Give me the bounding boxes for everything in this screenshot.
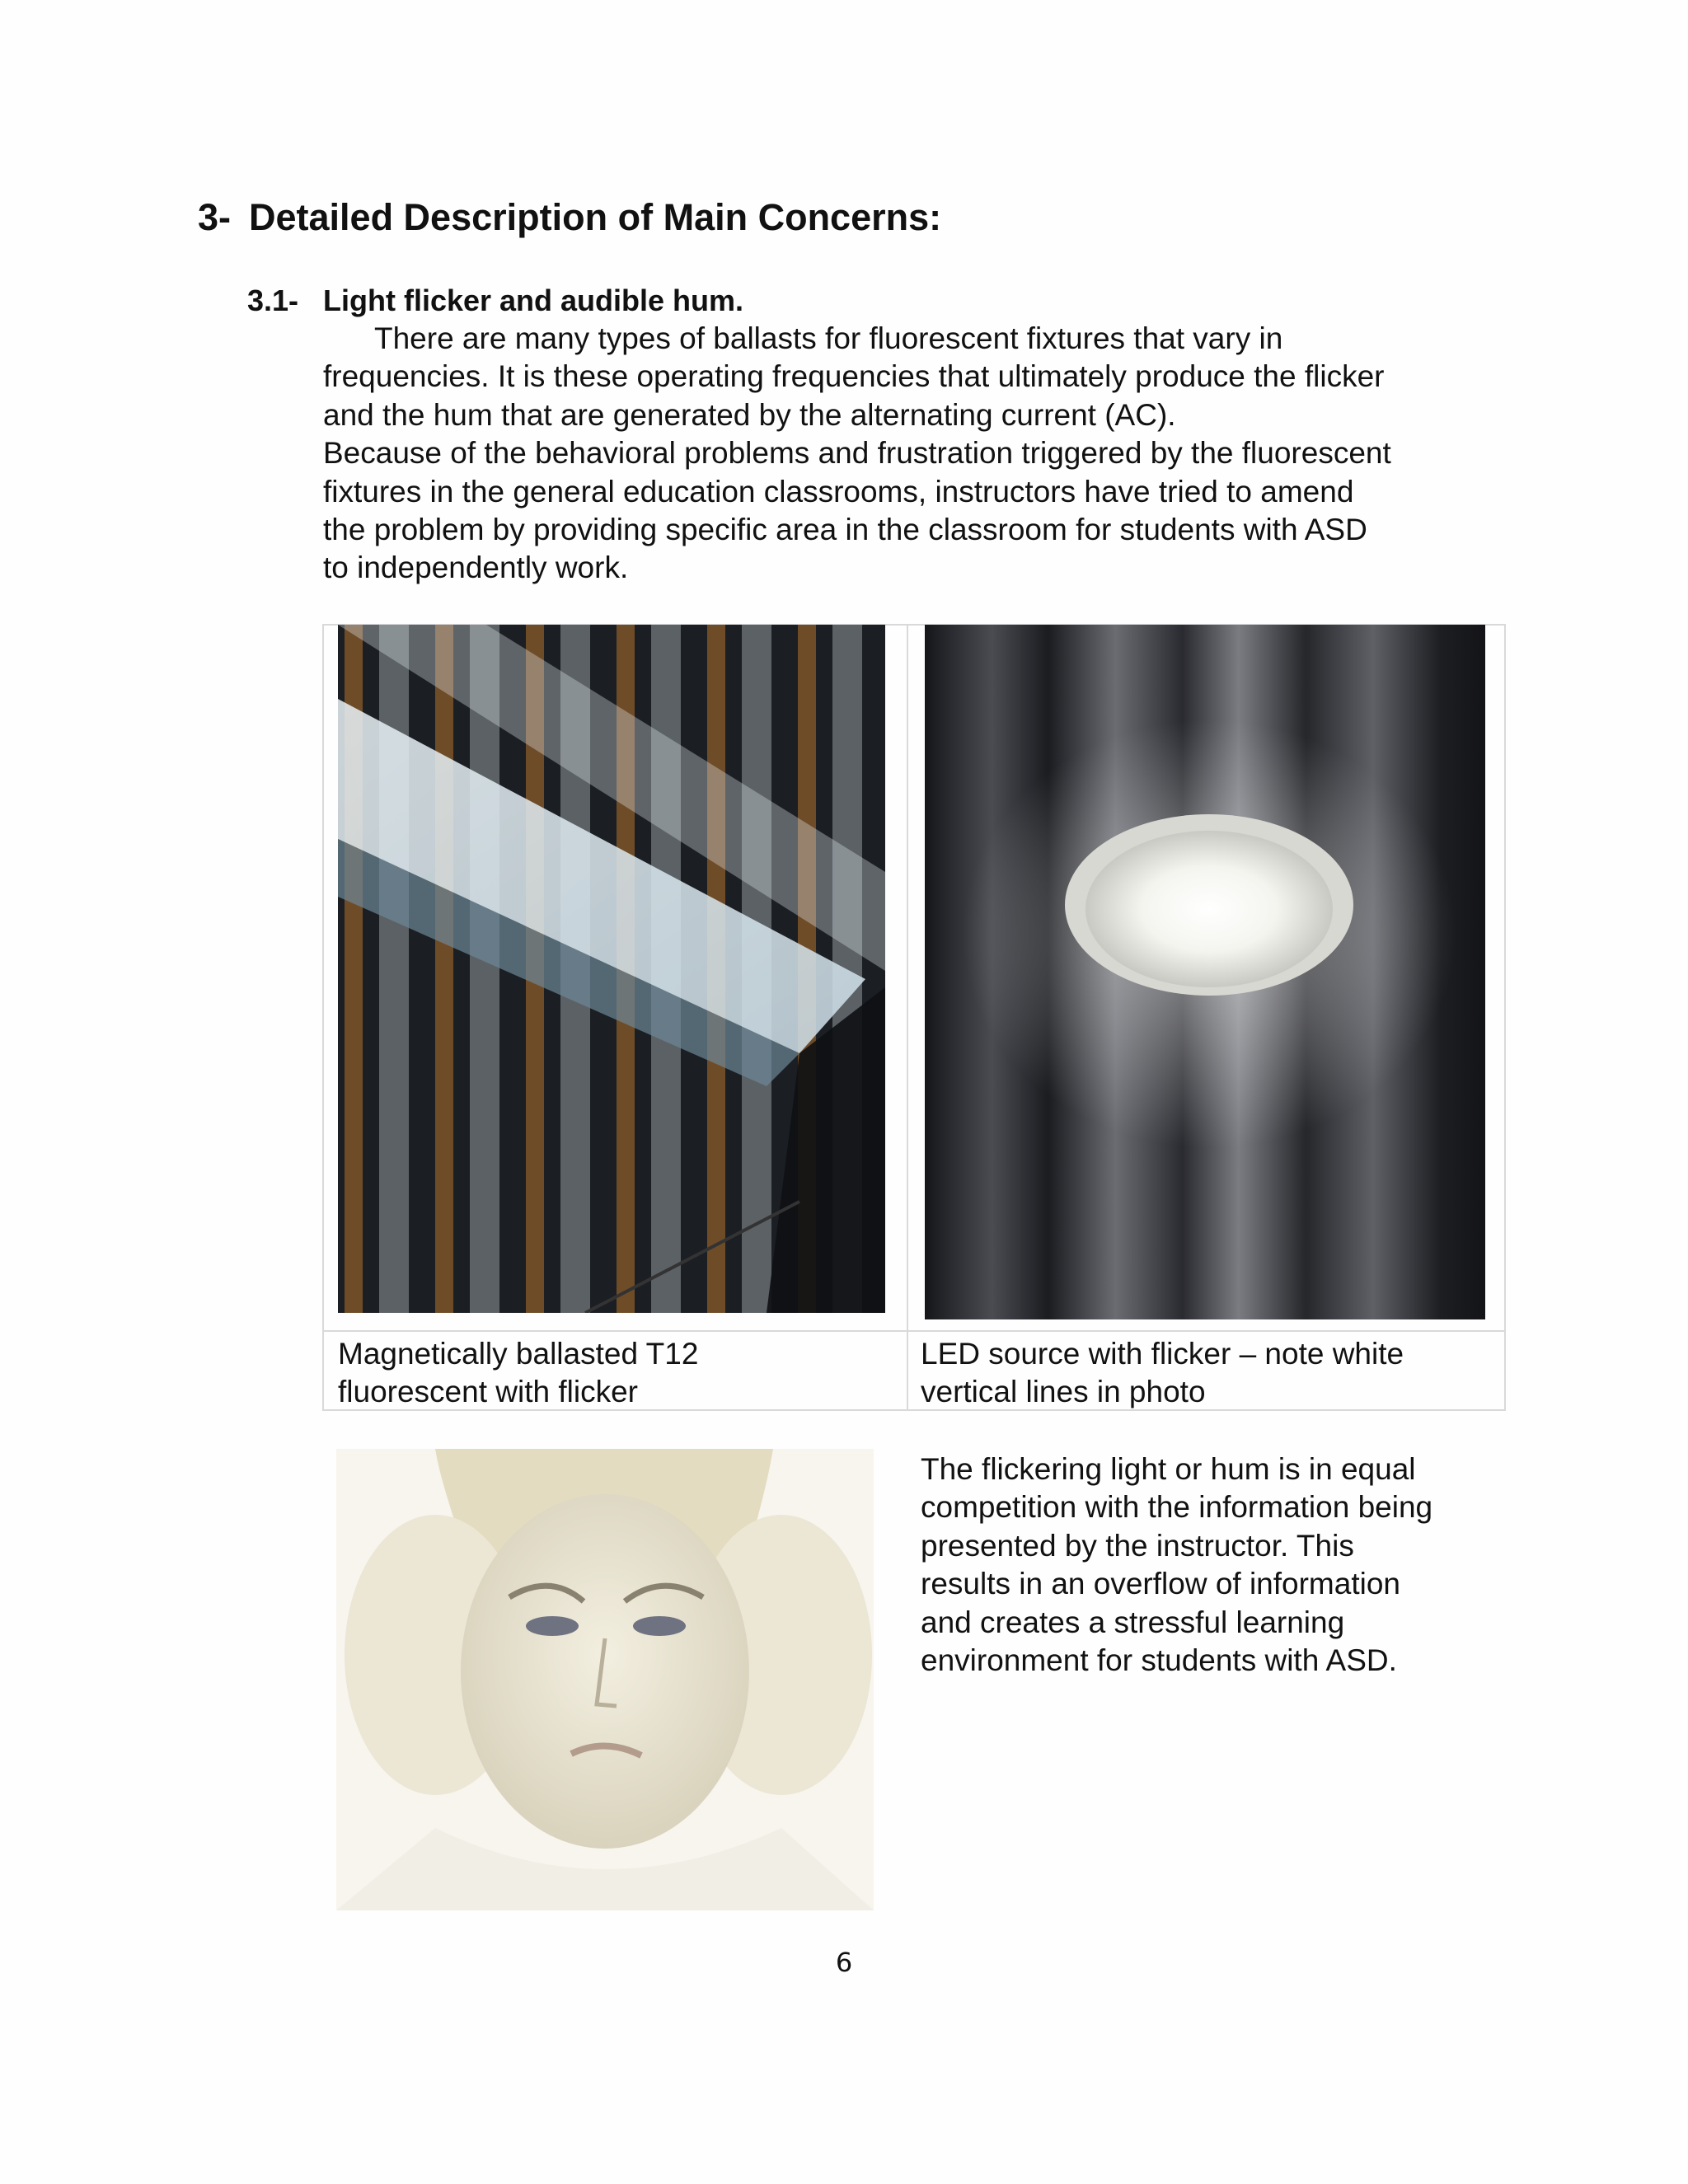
paragraph-line: Because of the behavioral problems and frustration triggered by the fluorescent bbox=[323, 436, 1391, 471]
caption-line: Magnetically ballasted T12 bbox=[338, 1337, 699, 1371]
right-figure-caption bbox=[921, 1335, 1404, 1411]
fluorescent-flicker-photo bbox=[338, 625, 885, 1313]
paragraph-line: frequencies. It is these operating frequencies that ultimately produce the flicker bbox=[323, 359, 1385, 394]
subsection-title: Light flicker and audible hum. bbox=[323, 284, 744, 317]
body-paragraph bbox=[323, 320, 1510, 588]
child-covering-ears-photo bbox=[336, 1449, 874, 1910]
paragraph-line: to independently work. bbox=[323, 551, 629, 585]
subsection-heading bbox=[247, 284, 743, 318]
section-number: 3- bbox=[198, 196, 232, 238]
side-text-line: environment for students with ASD. bbox=[921, 1643, 1397, 1678]
page-number: 6 bbox=[835, 1947, 853, 1978]
paragraph-line: fixtures in the general education classrooms, instructors have tried to amend bbox=[323, 474, 1354, 509]
left-figure-caption bbox=[338, 1335, 698, 1411]
caption-line: LED source with flicker – note white bbox=[921, 1337, 1404, 1371]
table-divider bbox=[322, 1330, 1506, 1332]
paragraph-line: There are many types of ballasts for fluorescent fixtures that vary in bbox=[374, 321, 1283, 355]
side-text-line: results in an overflow of information bbox=[921, 1567, 1400, 1601]
caption-line: fluorescent with flicker bbox=[338, 1375, 638, 1408]
paragraph-line: the problem by providing specific area in the classroom for students with ASD bbox=[323, 513, 1367, 547]
side-paragraph bbox=[921, 1451, 1514, 1680]
caption-line: vertical lines in photo bbox=[921, 1375, 1206, 1408]
table-divider bbox=[907, 624, 908, 1411]
section-heading bbox=[198, 196, 941, 239]
led-flicker-photo bbox=[925, 625, 1485, 1319]
side-text-line: competition with the information being bbox=[921, 1490, 1433, 1525]
side-text-line: and creates a stressful learning bbox=[921, 1605, 1345, 1639]
section-title: Detailed Description of Main Concerns: bbox=[249, 196, 942, 238]
side-text-line: The flickering light or hum is in equal bbox=[921, 1452, 1416, 1486]
side-text-line: presented by the instructor. This bbox=[921, 1528, 1354, 1563]
paragraph-line: and the hum that are generated by the alternating current (AC). bbox=[323, 397, 1176, 432]
subsection-number: 3.1- bbox=[247, 284, 299, 317]
